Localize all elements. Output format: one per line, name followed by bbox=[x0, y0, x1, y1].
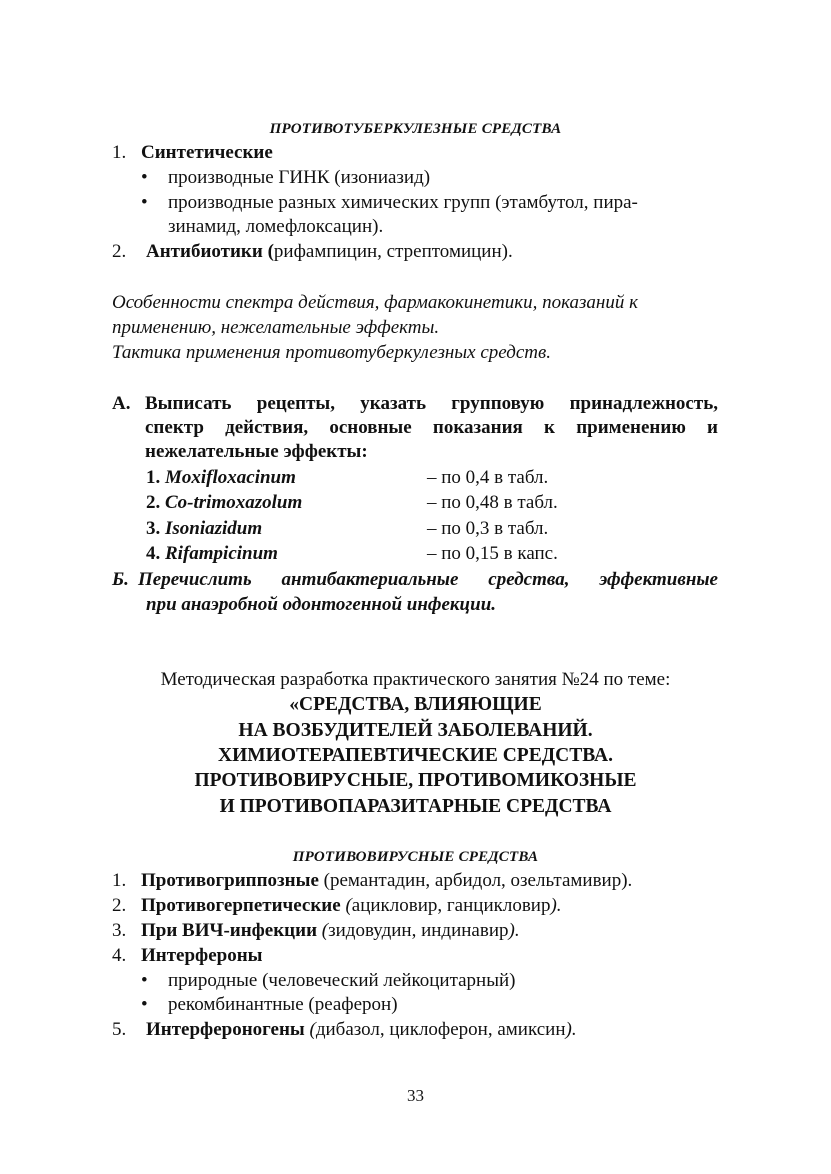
rx-dose: – по 0,4 в табл. bbox=[427, 467, 549, 488]
item-text bbox=[141, 868, 721, 893]
item-number: 5. bbox=[112, 1019, 127, 1040]
item-paren: ). bbox=[550, 895, 562, 916]
rx-number: 2. bbox=[146, 492, 161, 513]
bullet-icon: • bbox=[141, 970, 148, 991]
lesson-title-line: НА ВОЗБУДИТЕЛЕЙ ЗАБОЛЕВАНИЙ. bbox=[238, 720, 593, 741]
item-label: Интерфероногены bbox=[146, 1019, 305, 1040]
bullet-item bbox=[0, 992, 831, 1017]
lesson-title-line: ХИМИОТЕРАПЕВТИЧЕСКИЕ СРЕДСТВА. bbox=[218, 745, 613, 766]
lesson-title-line: И ПРОТИВОПАРАЗИТАРНЫЕ СРЕДСТВА bbox=[219, 796, 612, 817]
list-item bbox=[0, 918, 831, 943]
rx-drug-name: Co-trimoxazolum bbox=[165, 492, 303, 513]
item-paren: ( bbox=[340, 895, 352, 916]
rx-item bbox=[146, 465, 296, 490]
task-line: спектр действия, основные показания к применению и bbox=[145, 417, 718, 438]
rx-item bbox=[146, 516, 262, 541]
item-number: 1. bbox=[112, 870, 127, 891]
item-text bbox=[141, 893, 721, 918]
item-number: 3. bbox=[112, 920, 127, 941]
bullet-text: производные разных химических групп (этамбутол, пира- bbox=[168, 192, 638, 213]
bullet-text: рекомбинантные (реаферон) bbox=[168, 994, 398, 1015]
item-label: Интерфероны bbox=[141, 945, 263, 966]
rx-item bbox=[146, 490, 302, 515]
item-detail: дибазол, циклоферон, амиксин bbox=[315, 1019, 566, 1040]
item-number: 4. bbox=[112, 945, 127, 966]
item-paren: ). bbox=[565, 1019, 577, 1040]
rx-item bbox=[146, 541, 278, 566]
task-line: Перечислить антибактериальные средства, эффективные bbox=[138, 569, 718, 590]
rx-number: 1. bbox=[146, 467, 161, 488]
item-label: Противогерпетические bbox=[141, 895, 341, 916]
lesson-intro: Методическая разработка практического занятия №24 по теме: bbox=[160, 669, 671, 690]
item-label: При ВИЧ-инфекции bbox=[141, 920, 318, 941]
list-item bbox=[0, 239, 831, 264]
bullet-item bbox=[0, 968, 831, 993]
list-item bbox=[0, 943, 831, 968]
page-number: 33 bbox=[407, 1086, 424, 1105]
item-detail: (ремантадин, арбидол, озельтамивир). bbox=[318, 870, 633, 891]
task-letter: Б. bbox=[112, 569, 129, 590]
item-text bbox=[141, 918, 721, 943]
item-paren: ). bbox=[508, 920, 520, 941]
task-b bbox=[112, 567, 718, 617]
note-line: применению, нежелательные эффекты. bbox=[112, 317, 440, 338]
bullet-icon: • bbox=[141, 192, 148, 213]
item-label: Противогриппозные bbox=[141, 870, 319, 891]
list-item bbox=[0, 140, 831, 165]
task-letter: А. bbox=[112, 393, 131, 414]
lesson-title-line: «СРЕДСТВА, ВЛИЯЮЩИЕ bbox=[289, 694, 542, 715]
item-number: 2. bbox=[112, 895, 127, 916]
bullet-text: природные (человеческий лейкоцитарный) bbox=[168, 970, 516, 991]
bullet-icon: • bbox=[141, 994, 148, 1015]
list-item bbox=[0, 1017, 831, 1042]
rx-number: 3. bbox=[146, 518, 161, 539]
item-paren: ( bbox=[304, 1019, 316, 1040]
task-a bbox=[112, 391, 718, 591]
bullet-text: производные ГИНК (изониазид) bbox=[168, 167, 431, 188]
item-detail: рифампицин, стрептомицин). bbox=[273, 241, 513, 262]
rx-dose: – по 0,3 в табл. bbox=[427, 518, 549, 539]
rx-drug-name: Rifampicinum bbox=[165, 543, 278, 564]
item-number: 2. bbox=[112, 241, 127, 262]
item-label: Антибиотики ( bbox=[146, 241, 274, 262]
rx-dose: – по 0,48 в табл. bbox=[427, 492, 558, 513]
section-title-antiviral: ПРОТИВОВИРУСНЫЕ СРЕДСТВА bbox=[292, 849, 539, 865]
note-line: Особенности спектра действия, фармакокинетики, показаний к bbox=[112, 292, 638, 313]
bullet-item bbox=[0, 165, 831, 190]
bullet-icon: • bbox=[141, 167, 148, 188]
rx-drug-name: Moxifloxacinum bbox=[165, 467, 296, 488]
item-detail: ацикловир, ганцикловир bbox=[351, 895, 551, 916]
rx-number: 4. bbox=[146, 543, 161, 564]
bullet-text: зинамид, ломефлоксацин). bbox=[168, 216, 384, 237]
item-number: 1. bbox=[112, 142, 127, 163]
list-item bbox=[0, 893, 831, 918]
list-item bbox=[0, 868, 831, 893]
lesson-title-line: ПРОТИВОВИРУСНЫЕ, ПРОТИВОМИКОЗНЫЕ bbox=[194, 770, 637, 791]
item-detail: зидовудин, индинавир bbox=[328, 920, 509, 941]
item-paren: ( bbox=[317, 920, 329, 941]
bullet-continuation bbox=[0, 214, 831, 239]
item-label: Синтетические bbox=[141, 142, 273, 163]
item-text bbox=[146, 239, 721, 264]
task-line: Выписать рецепты, указать групповую принадлежность, bbox=[145, 393, 718, 414]
bullet-item bbox=[0, 190, 831, 215]
task-line: нежелательные эффекты: bbox=[145, 441, 368, 462]
rx-dose: – по 0,15 в капс. bbox=[427, 543, 558, 564]
section-title-tb: ПРОТИВОТУБЕРКУЛЕЗНЫЕ СРЕДСТВА bbox=[269, 121, 562, 137]
rx-drug-name: Isoniazidum bbox=[165, 518, 263, 539]
note-line: Тактика применения противотуберкулезных средств. bbox=[112, 342, 552, 363]
item-text bbox=[146, 1017, 721, 1042]
task-line: при анаэробной одонтогенной инфекции. bbox=[146, 594, 497, 615]
